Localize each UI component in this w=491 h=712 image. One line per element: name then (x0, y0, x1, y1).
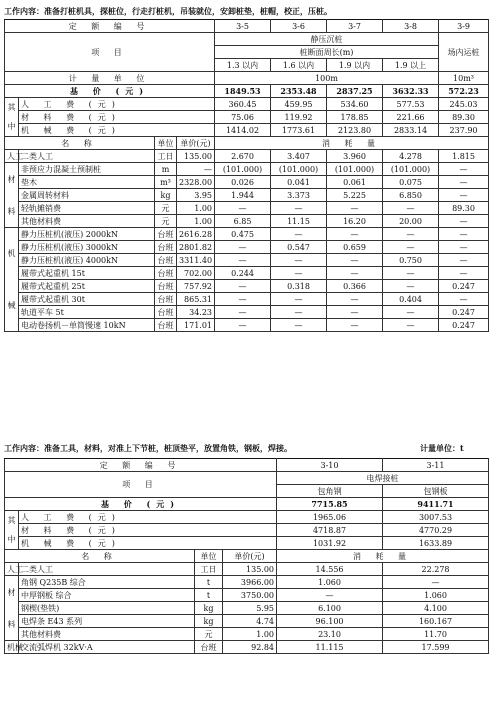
cell: 3-11 (383, 459, 489, 472)
cell: 3-10 (277, 459, 383, 472)
cell: 单价(元) (177, 137, 215, 150)
cell: — (439, 241, 489, 254)
cell: 履带式起重机 15t (19, 267, 155, 280)
cell: 二类人工 (19, 150, 155, 163)
cell: m (155, 163, 177, 176)
cell: — (439, 254, 489, 267)
cell: 577.53 (383, 98, 439, 111)
cell: 3.960 (327, 150, 383, 163)
cell: 台班 (155, 241, 177, 254)
cell: — (215, 293, 271, 306)
cell: — (271, 293, 327, 306)
cell: — (327, 202, 383, 215)
cell: 1.3 以内 (215, 59, 271, 72)
cell: 1.6 以内 (271, 59, 327, 72)
cell: 1414.02 (215, 124, 271, 137)
cell: — (215, 241, 271, 254)
cell: — (439, 163, 489, 176)
cell: 电动卷扬机－单筒慢速 10kN (19, 319, 155, 332)
cell: — (271, 267, 327, 280)
cell: 22.278 (383, 563, 489, 576)
cell: 2837.25 (327, 85, 383, 98)
cell: 1031.92 (277, 537, 383, 550)
cell: 机 械 费 (元) (19, 537, 277, 550)
cell: 702.00 (177, 267, 215, 280)
cell: — (177, 163, 215, 176)
cell: 237.90 (439, 124, 489, 137)
cell: — (439, 228, 489, 241)
category-material: 材 料 (5, 163, 19, 228)
cell: 3-5 (215, 20, 271, 33)
cell: — (327, 254, 383, 267)
cell: 3-9 (439, 20, 489, 33)
cell: 534.60 (327, 98, 383, 111)
cell: 台班 (155, 280, 177, 293)
cell: — (439, 267, 489, 280)
cell: 0.750 (383, 254, 439, 267)
cell: 14.556 (277, 563, 383, 576)
cell: 11.115 (277, 641, 383, 654)
cell: — (327, 319, 383, 332)
cell: — (271, 306, 327, 319)
cell: 0.247 (439, 306, 489, 319)
cell: 360.45 (215, 98, 271, 111)
cell: 静力压桩机(液压) 3000kN (19, 241, 155, 254)
unit-note-2: 计量单位：t (420, 443, 464, 453)
category-material: 材 料 (5, 576, 19, 641)
cell: 元 (195, 628, 223, 641)
cell: — (383, 319, 439, 332)
cell: 金属周转材料 (19, 189, 155, 202)
cell: 3750.00 (223, 589, 277, 602)
cell: 场内运桩 (439, 33, 489, 72)
cell: 10m³ (439, 72, 489, 85)
cell: 0.075 (383, 176, 439, 189)
cell: 消 耗 量 (215, 137, 489, 150)
cell: 台班 (155, 306, 177, 319)
cell: 人 工 费 (元) (19, 98, 215, 111)
cell: 572.23 (439, 85, 489, 98)
cell: 11.15 (271, 215, 327, 228)
cell: 0.659 (327, 241, 383, 254)
cell: 桩断面周长(m) (215, 46, 439, 59)
cell: m³ (155, 176, 177, 189)
cell: 0.061 (327, 176, 383, 189)
cell: — (215, 254, 271, 267)
cell: — (327, 228, 383, 241)
cell: 100m (215, 72, 439, 85)
cell: 名 称 (5, 550, 195, 563)
cell: 9411.71 (383, 498, 489, 511)
cell: 轻轨摊销费 (19, 202, 155, 215)
cell: 0.247 (439, 319, 489, 332)
cell: — (271, 254, 327, 267)
cell: 2.670 (215, 150, 271, 163)
cell: — (383, 306, 439, 319)
cell: 电焊条 E43 系列 (19, 615, 195, 628)
cell: 6.100 (277, 602, 383, 615)
cell: 材 料 费 (元) (19, 111, 215, 124)
cell: 5.225 (327, 189, 383, 202)
cell: 项 目 (5, 33, 215, 72)
cell: 3.407 (271, 150, 327, 163)
cell: 119.92 (271, 111, 327, 124)
cell: — (271, 228, 327, 241)
cell: 元 (155, 215, 177, 228)
cell: 角钢 Q235B 综合 (19, 576, 195, 589)
cell: — (327, 267, 383, 280)
cell: 1.00 (223, 628, 277, 641)
cell: 履带式起重机 30t (19, 293, 155, 306)
cell: 2801.82 (177, 241, 215, 254)
cell: 0.041 (271, 176, 327, 189)
cell: t (195, 576, 223, 589)
cell: 7715.85 (277, 498, 383, 511)
cell: 160.167 (383, 615, 489, 628)
work-content-2: 工作内容：准备工具，材料，对准上下节桩，桩顶垫平，放置角铁，钢板，焊接。 (4, 443, 292, 453)
cell: 包钢板 (383, 485, 489, 498)
cell: 履带式起重机 25t (19, 280, 155, 293)
cell: 1.00 (177, 202, 215, 215)
cell: 单价(元) (223, 550, 277, 563)
cell: — (215, 319, 271, 332)
cell: (101.000) (271, 163, 327, 176)
cell: — (439, 293, 489, 306)
cell: 6.85 (215, 215, 271, 228)
cell: 工日 (195, 563, 223, 576)
cell: 台班 (195, 641, 223, 654)
cell: — (383, 280, 439, 293)
work-content-1: 工作内容：准备打桩机具，探桩位，行走打桩机，吊装就位，安卸桩垫，桩帽，校正，压桩。 (4, 6, 332, 16)
cell: 台班 (155, 267, 177, 280)
cell: — (383, 228, 439, 241)
cell: 0.547 (271, 241, 327, 254)
cell: 定 额 编 号 (5, 20, 215, 33)
cell: 电焊接桩 (277, 472, 489, 485)
cell: 其他材料费 (19, 215, 155, 228)
cell: 0.475 (215, 228, 271, 241)
cell: 0.244 (215, 267, 271, 280)
cell: 865.31 (177, 293, 215, 306)
cell: 人工 (5, 150, 19, 163)
cell: 6.850 (383, 189, 439, 202)
cell: 16.20 (327, 215, 383, 228)
cell: — (383, 202, 439, 215)
cell: 人工 (5, 563, 19, 576)
cell: 20.00 (383, 215, 439, 228)
cell: — (383, 241, 439, 254)
category-machine: 机 械 (5, 228, 19, 332)
cell: 名 称 (5, 137, 155, 150)
cell: 2123.80 (327, 124, 383, 137)
cell: 机 械 费 (元) (19, 124, 215, 137)
cell: 材 料 费 (元) (19, 524, 277, 537)
cell: 单位 (155, 137, 177, 150)
cell: 基 价 (元) (5, 85, 215, 98)
cell: 0.404 (383, 293, 439, 306)
cell: 2833.14 (383, 124, 439, 137)
category-in-which: 其 中 (5, 98, 19, 137)
cell: 0.247 (439, 280, 489, 293)
cell: 1.815 (439, 150, 489, 163)
cell: 其他材料费 (19, 628, 195, 641)
cell: 元 (155, 202, 177, 215)
cell: 221.66 (383, 111, 439, 124)
cell: 75.06 (215, 111, 271, 124)
cell: 工日 (155, 150, 177, 163)
cell: 中厚钢板 综合 (19, 589, 195, 602)
cell: 1773.61 (271, 124, 327, 137)
cell: 459.95 (271, 98, 327, 111)
cell: 89.30 (439, 111, 489, 124)
cell: 11.70 (383, 628, 489, 641)
cell: 89.30 (439, 202, 489, 215)
cell: — (277, 589, 383, 602)
cell: (101.000) (327, 163, 383, 176)
quota-table-2 (4, 458, 489, 654)
cell: 消 耗 量 (277, 550, 489, 563)
cell: 静压沉桩 (215, 33, 439, 46)
cell: 4.74 (223, 615, 277, 628)
cell: — (383, 267, 439, 280)
cell: — (327, 306, 383, 319)
cell: kg (195, 615, 223, 628)
category-in-which: 其 中 (5, 511, 19, 550)
cell: 基 价 (元) (5, 498, 277, 511)
cell: 3632.33 (383, 85, 439, 98)
cell: 0.026 (215, 176, 271, 189)
cell: — (215, 280, 271, 293)
cell: 171.01 (177, 319, 215, 332)
cell: — (439, 176, 489, 189)
cell: 交流弧焊机 32kV·A (19, 641, 195, 654)
cell: 1.060 (383, 589, 489, 602)
cell: 台班 (155, 293, 177, 306)
cell: — (327, 293, 383, 306)
cell: 1.9 以内 (327, 59, 383, 72)
cell: 3.95 (177, 189, 215, 202)
cell: 5.95 (223, 602, 277, 615)
cell: 1849.53 (215, 85, 271, 98)
cell: 台班 (155, 228, 177, 241)
cell: 1.00 (177, 215, 215, 228)
quota-table-1 (4, 19, 489, 332)
cell: t (195, 589, 223, 602)
cell: 34.23 (177, 306, 215, 319)
cell: — (383, 576, 489, 589)
cell: 0.366 (327, 280, 383, 293)
cell: 3311.40 (177, 254, 215, 267)
cell: 757.92 (177, 280, 215, 293)
cell: 人 工 费 (元) (19, 511, 277, 524)
cell: kg (155, 189, 177, 202)
cell: 轨道平车 5t (19, 306, 155, 319)
cell: — (271, 319, 327, 332)
cell: 4718.87 (277, 524, 383, 537)
cell: 单位 (195, 550, 223, 563)
cell: 3-7 (327, 20, 383, 33)
cell: — (439, 189, 489, 202)
cell: 23.10 (277, 628, 383, 641)
cell: 二类人工 (19, 563, 195, 576)
cell: 4.100 (383, 602, 489, 615)
cell: 135.00 (177, 150, 215, 163)
cell: (101.000) (215, 163, 271, 176)
cell: (101.000) (383, 163, 439, 176)
cell: 定 额 编 号 (5, 459, 277, 472)
cell: 17.599 (383, 641, 489, 654)
cell: 3.373 (271, 189, 327, 202)
cell: 非预应力混凝土预制桩 (19, 163, 155, 176)
cell: 1965.06 (277, 511, 383, 524)
cell: kg (195, 602, 223, 615)
cell: 245.03 (439, 98, 489, 111)
cell: 台班 (155, 319, 177, 332)
cell: 2328.00 (177, 176, 215, 189)
cell: 2616.28 (177, 228, 215, 241)
cell: 92.84 (223, 641, 277, 654)
cell: 96.100 (277, 615, 383, 628)
cell: 2353.48 (271, 85, 327, 98)
cell: 0.318 (271, 280, 327, 293)
cell: 3007.53 (383, 511, 489, 524)
cell: 项 目 (5, 472, 277, 498)
cell: 3-6 (271, 20, 327, 33)
cell: 1.060 (277, 576, 383, 589)
cell: 1.944 (215, 189, 271, 202)
cell: 4770.29 (383, 524, 489, 537)
cell: 3-8 (383, 20, 439, 33)
cell: 静力压桩机(液压) 2000kN (19, 228, 155, 241)
cell: 178.85 (327, 111, 383, 124)
cell: — (215, 202, 271, 215)
cell: 3966.00 (223, 576, 277, 589)
cell: 机械 (5, 641, 19, 654)
cell: 静力压桩机(液压) 4000kN (19, 254, 155, 267)
cell: 计 量 单 位 (5, 72, 215, 85)
cell: 4.278 (383, 150, 439, 163)
cell: 135.00 (223, 563, 277, 576)
cell: 钢楔(垫铁) (19, 602, 195, 615)
cell: — (215, 306, 271, 319)
cell: — (439, 215, 489, 228)
cell: 1633.89 (383, 537, 489, 550)
cell: 台班 (155, 254, 177, 267)
cell: 垫木 (19, 176, 155, 189)
cell: 1.9 以上 (383, 59, 439, 72)
cell: 包角钢 (277, 485, 383, 498)
cell: — (271, 202, 327, 215)
